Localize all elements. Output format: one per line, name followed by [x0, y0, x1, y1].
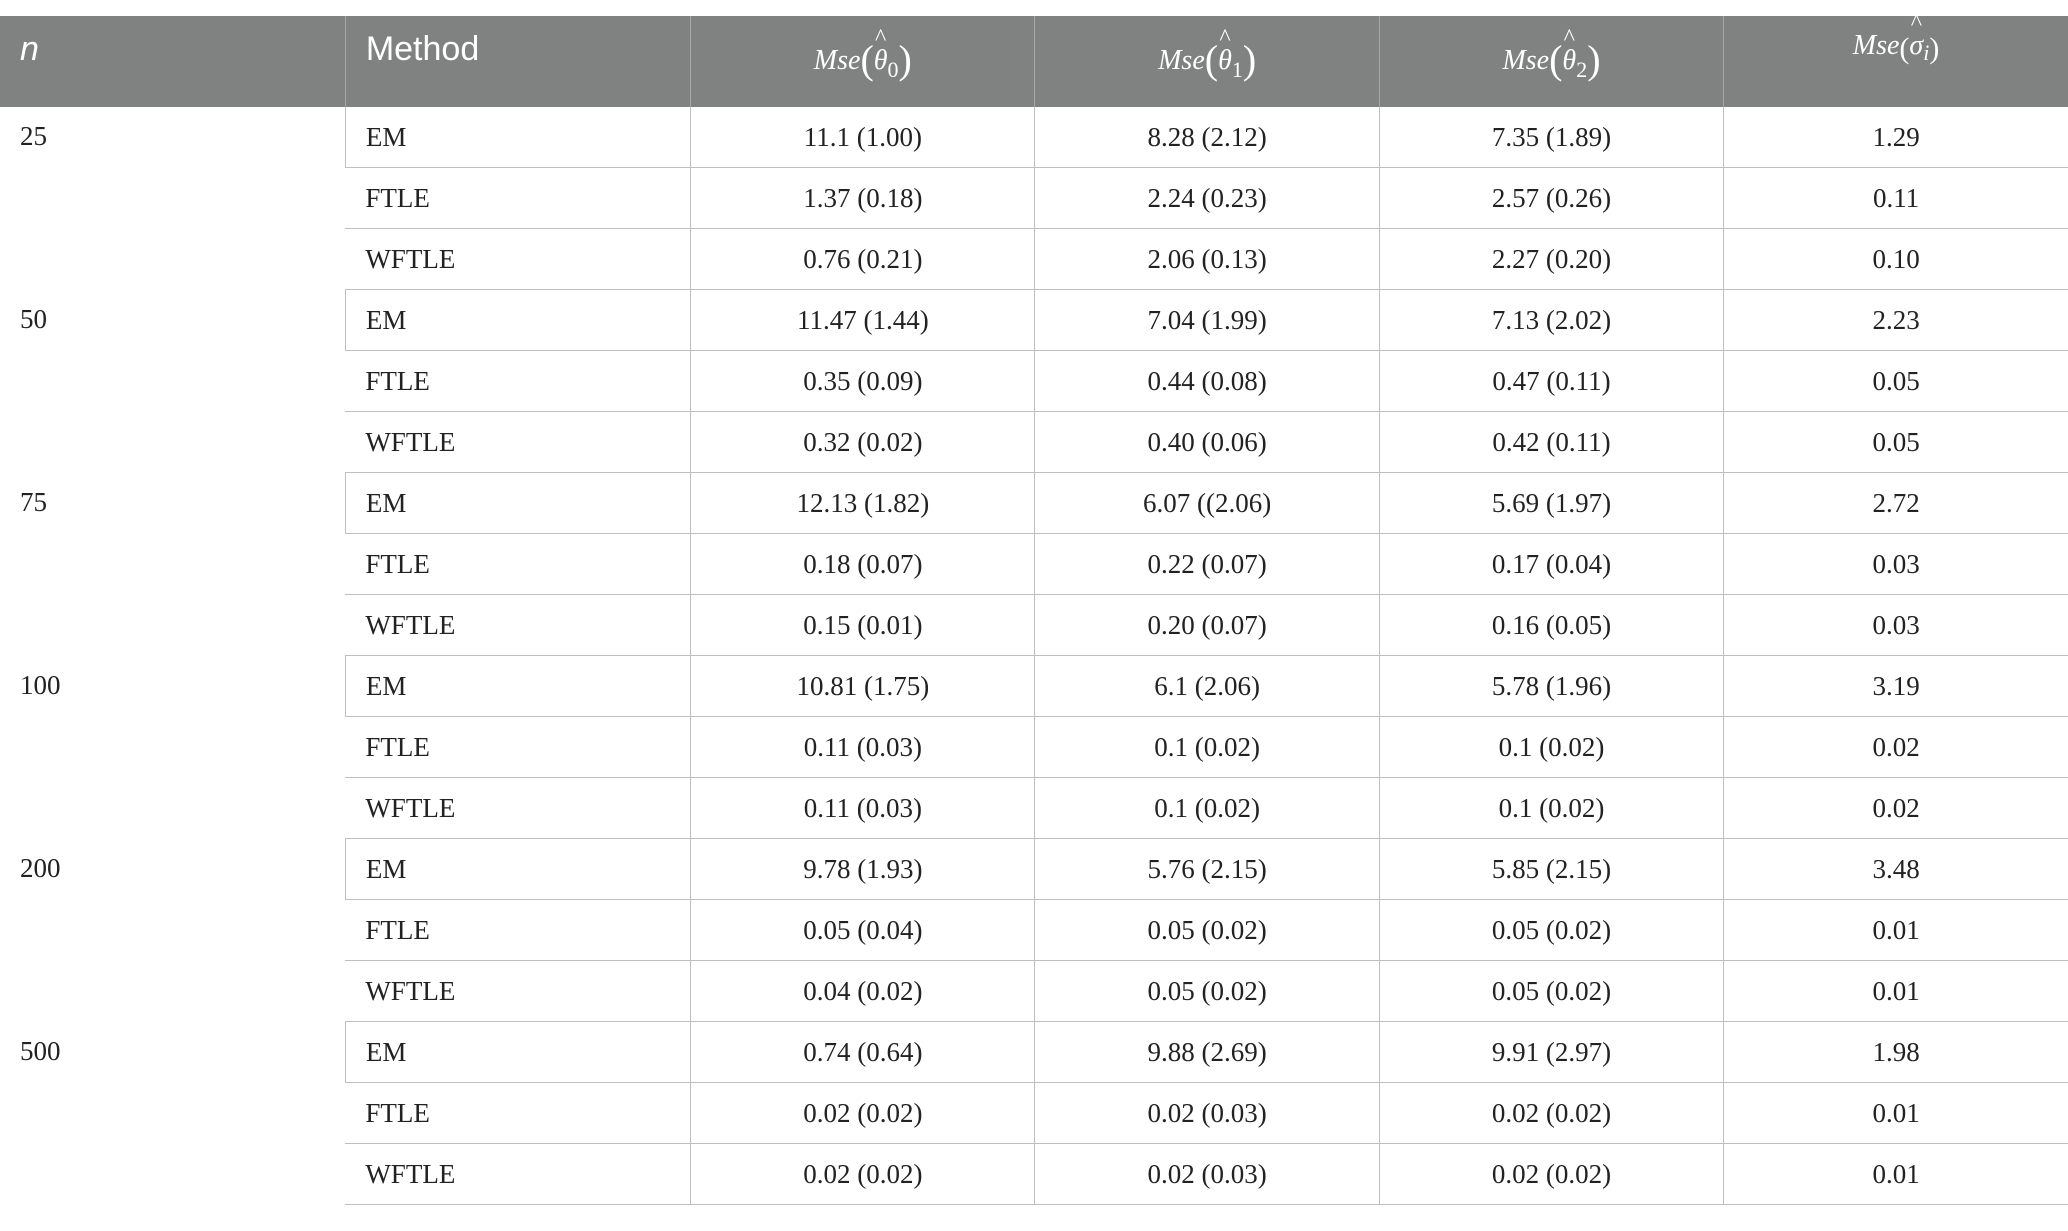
mse-theta2-cell: 0.1 (0.02)	[1379, 717, 1723, 778]
mse-sigma-cell: 3.19	[1724, 656, 2068, 717]
method-cell: EM	[345, 839, 690, 900]
mse-theta0-cell: 9.78 (1.93)	[691, 839, 1035, 900]
mse-theta1-cell: 0.02 (0.03)	[1035, 1144, 1379, 1205]
method-cell: WFTLE	[345, 229, 690, 290]
mse-theta2-cell: 5.78 (1.96)	[1379, 656, 1723, 717]
sample-size-cell: 75	[20, 486, 47, 517]
mse-label: Mse	[1158, 45, 1205, 76]
mse-theta0-cell: 10.81 (1.75)	[691, 656, 1035, 717]
mse-theta0-cell: 12.13 (1.82)	[691, 473, 1035, 534]
mse-theta2-cell: 2.57 (0.26)	[1379, 168, 1723, 229]
mse-sigma-cell: 0.02	[1724, 778, 2068, 839]
mse-theta1-cell: 9.88 (2.69)	[1035, 1022, 1379, 1083]
mse-theta1-cell: 0.02 (0.03)	[1035, 1083, 1379, 1144]
header-mse-theta0: Mse( ^ $\theta_0$)	[691, 16, 1035, 107]
mse-label: Mse	[813, 45, 861, 76]
method-cell: FTLE	[345, 168, 690, 229]
mse-sigma-cell: 0.11	[1724, 168, 2068, 229]
mse-theta2-cell: 0.05 (0.02)	[1379, 961, 1723, 1022]
table-row	[0, 473, 2068, 534]
mse-sigma-cell: 0.05	[1724, 412, 2068, 473]
header-mse-theta1: Mse( ^ $\theta_1$)	[1035, 16, 1379, 107]
sample-size-cell: 25	[20, 121, 47, 151]
table-body	[0, 107, 2068, 1205]
header-mse-sigma: Mse( ^ $\sigma_i$)	[1724, 16, 2068, 107]
mse-theta1-cell: 0.1 (0.02)	[1035, 717, 1379, 778]
hat-mark: ^	[875, 25, 887, 51]
mse-theta1-cell: 6.1 (2.06)	[1035, 656, 1379, 717]
mse-theta0-cell: 11.47 (1.44)	[691, 290, 1035, 351]
mse-sigma-cell: 2.23	[1724, 290, 2068, 351]
results-table-container	[0, 10, 2068, 1205]
sigma-symbol: σ	[1909, 30, 1924, 61]
mse-theta0-cell: 0.32 (0.02)	[691, 412, 1035, 473]
table-row	[0, 839, 2068, 900]
header-mse-theta2: Mse( ^ $\theta_2$)	[1379, 16, 1723, 107]
mse-sigma-cell: 0.01	[1724, 961, 2068, 1022]
mse-theta0-cell: 0.02 (0.02)	[691, 1083, 1035, 1144]
method-cell: WFTLE	[345, 1144, 690, 1205]
mse-sigma-cell: 3.48	[1724, 839, 2068, 900]
mse-theta2-cell: 0.16 (0.05)	[1379, 595, 1723, 656]
mse-theta1-cell: 7.04 (1.99)	[1035, 290, 1379, 351]
mse-sigma-cell: 0.03	[1724, 534, 2068, 595]
header-n: n	[20, 30, 39, 68]
method-cell: WFTLE	[345, 412, 690, 473]
mse-theta1-cell: 8.28 (2.12)	[1035, 107, 1379, 168]
sample-size-cell: 100	[20, 669, 61, 700]
method-cell: FTLE	[345, 717, 690, 778]
mse-theta0-cell: 0.35 (0.09)	[691, 351, 1035, 412]
subscript: i	[1923, 40, 1930, 65]
mse-theta1-cell: 0.40 (0.06)	[1035, 412, 1379, 473]
mse-theta0-cell: 0.11 (0.03)	[691, 717, 1035, 778]
mse-theta2-cell: 5.85 (2.15)	[1379, 839, 1723, 900]
subscript: 0	[887, 57, 899, 82]
method-cell: FTLE	[345, 534, 690, 595]
method-cell: WFTLE	[345, 778, 690, 839]
mse-theta2-cell: 5.69 (1.97)	[1379, 473, 1723, 534]
table-header-row	[0, 16, 2068, 107]
mse-theta1-cell: 0.20 (0.07)	[1035, 595, 1379, 656]
hat-mark: ^	[1563, 25, 1575, 51]
mse-theta2-cell: 0.42 (0.11)	[1379, 412, 1723, 473]
mse-theta0-cell: 0.05 (0.04)	[691, 900, 1035, 961]
mse-theta1-cell: 0.05 (0.02)	[1035, 900, 1379, 961]
mse-theta2-cell: 2.27 (0.20)	[1379, 229, 1723, 290]
mse-theta2-cell: 0.47 (0.11)	[1379, 351, 1723, 412]
mse-theta1-cell: 0.22 (0.07)	[1035, 534, 1379, 595]
method-cell: EM	[345, 473, 690, 534]
hat-mark: ^	[1219, 25, 1231, 51]
method-cell: WFTLE	[345, 961, 690, 1022]
mse-sigma-cell: 1.98	[1724, 1022, 2068, 1083]
mse-sigma-cell: 2.72	[1724, 473, 2068, 534]
mse-theta0-cell: 0.18 (0.07)	[691, 534, 1035, 595]
sample-size-cell: 200	[20, 852, 61, 883]
mse-theta0-cell: 0.11 (0.03)	[691, 778, 1035, 839]
mse-theta1-cell: 2.24 (0.23)	[1035, 168, 1379, 229]
mse-sigma-cell: 0.01	[1724, 1144, 2068, 1205]
mse-theta2-cell: 9.91 (2.97)	[1379, 1022, 1723, 1083]
mse-sigma-cell: 0.01	[1724, 900, 2068, 961]
mse-theta0-cell: 1.37 (0.18)	[691, 168, 1035, 229]
method-cell: FTLE	[345, 1083, 690, 1144]
method-cell: EM	[345, 656, 690, 717]
subscript: 2	[1576, 57, 1588, 82]
mse-theta2-cell: 0.1 (0.02)	[1379, 778, 1723, 839]
mse-theta2-cell: 0.17 (0.04)	[1379, 534, 1723, 595]
mse-theta0-cell: 0.04 (0.02)	[691, 961, 1035, 1022]
mse-theta1-cell: 0.44 (0.08)	[1035, 351, 1379, 412]
mse-sigma-cell: 0.05	[1724, 351, 2068, 412]
mse-theta0-cell: 0.15 (0.01)	[691, 595, 1035, 656]
mse-results-table	[0, 10, 2068, 1205]
mse-theta2-cell: 0.02 (0.02)	[1379, 1083, 1723, 1144]
table-row	[0, 107, 2068, 168]
method-cell: WFTLE	[345, 595, 690, 656]
mse-theta2-cell: 7.35 (1.89)	[1379, 107, 1723, 168]
mse-label: Mse	[1502, 45, 1550, 76]
theta-symbol: θ	[1218, 45, 1232, 76]
sample-size-cell: 50	[20, 303, 47, 334]
mse-sigma-cell: 1.29	[1724, 107, 2068, 168]
mse-theta1-cell: 0.05 (0.02)	[1035, 961, 1379, 1022]
method-cell: FTLE	[345, 900, 690, 961]
mse-label: Mse	[1852, 30, 1900, 61]
method-cell: EM	[345, 107, 690, 168]
mse-theta0-cell: 0.76 (0.21)	[691, 229, 1035, 290]
mse-theta0-cell: 0.74 (0.64)	[691, 1022, 1035, 1083]
theta-symbol: θ	[1562, 45, 1577, 76]
mse-theta2-cell: 7.13 (2.02)	[1379, 290, 1723, 351]
mse-theta1-cell: 6.07 ((2.06)	[1035, 473, 1379, 534]
header-method: Method	[345, 16, 690, 107]
mse-theta0-cell: 0.02 (0.02)	[691, 1144, 1035, 1205]
mse-theta1-cell: 0.1 (0.02)	[1035, 778, 1379, 839]
subscript: 1	[1231, 57, 1243, 82]
method-cell: FTLE	[345, 351, 690, 412]
hat-mark: ^	[1910, 10, 1922, 36]
mse-theta0-cell: 11.1 (1.00)	[691, 107, 1035, 168]
method-cell: EM	[345, 1022, 690, 1083]
mse-theta2-cell: 0.02 (0.02)	[1379, 1144, 1723, 1205]
mse-sigma-cell: 0.02	[1724, 717, 2068, 778]
mse-theta2-cell: 0.05 (0.02)	[1379, 900, 1723, 961]
table-row	[0, 1022, 2068, 1083]
mse-sigma-cell: 0.03	[1724, 595, 2068, 656]
method-cell: EM	[345, 290, 690, 351]
mse-theta1-cell: 2.06 (0.13)	[1035, 229, 1379, 290]
table-row	[0, 656, 2068, 717]
sample-size-cell: 500	[20, 1035, 61, 1066]
mse-sigma-cell: 0.01	[1724, 1083, 2068, 1144]
theta-symbol: θ	[873, 45, 888, 76]
table-row	[0, 290, 2068, 351]
mse-theta1-cell: 5.76 (2.15)	[1035, 839, 1379, 900]
mse-sigma-cell: 0.10	[1724, 229, 2068, 290]
